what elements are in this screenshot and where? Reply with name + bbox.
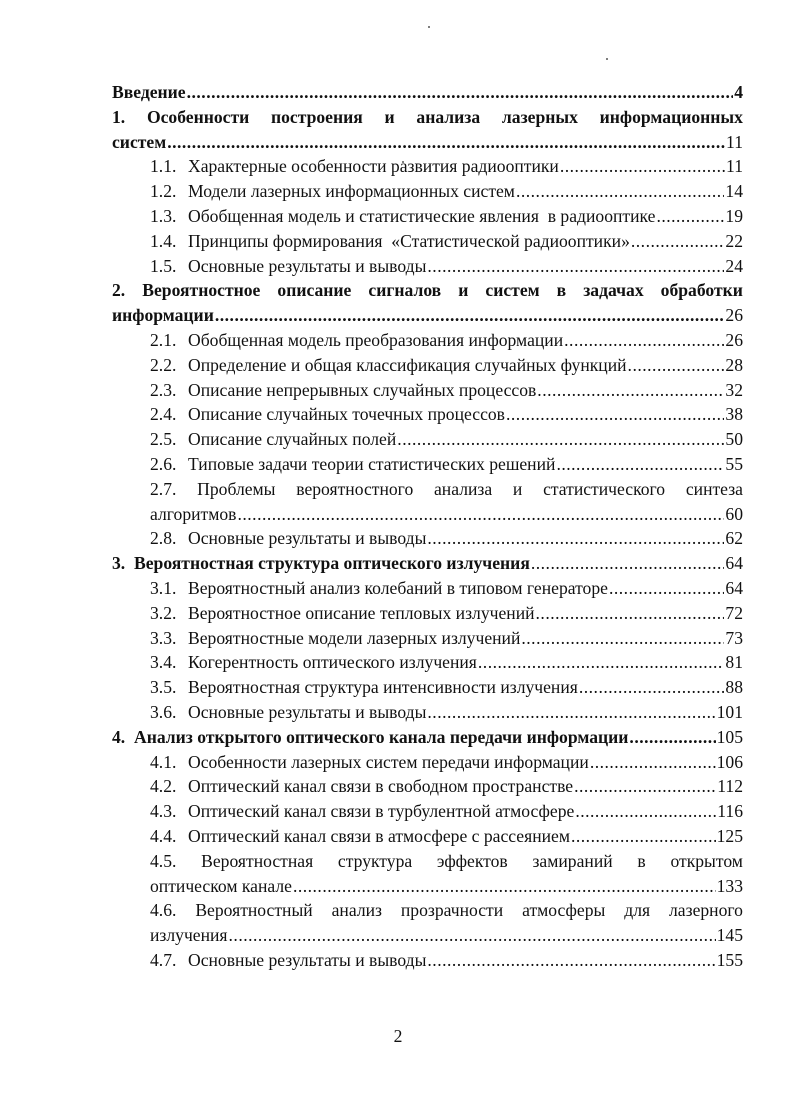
leader-dots — [628, 353, 725, 378]
scan-speck — [428, 26, 430, 28]
toc-entry-chapter-1[interactable]: 1. Особенности построения и анализа лазерных информационных систем ..... 11 — [112, 105, 743, 155]
toc-entry-3-1[interactable]: 3.1. Вероятностный анализ колебаний в типовом генераторе ..... 64 — [112, 576, 743, 601]
leader-dots — [427, 254, 724, 279]
toc-entry-4-3[interactable]: 4.3. Оптический канал связи в турбулентной атмосфере ..... 116 — [112, 799, 743, 824]
leader-dots — [215, 303, 725, 328]
leader-dots — [574, 774, 716, 799]
toc-entry-2-7[interactable]: 2.7. Проблемы вероятностного анализа и статистического синтеза алгоритмов ..... 60 — [112, 477, 743, 527]
toc-entry-2-4[interactable]: 2.4. Описание случайных точечных процессов ..... 38 — [112, 402, 743, 427]
page-number: 2 — [393, 1026, 403, 1046]
leader-dots — [229, 923, 716, 948]
leader-dots — [427, 526, 724, 551]
toc-entry-3-6[interactable]: 3.6. Основные результаты и выводы ..... 101 — [112, 700, 743, 725]
toc-entry-3-2[interactable]: 3.2. Вероятностное описание тепловых излучений ..... 72 — [112, 601, 743, 626]
toc-entry-2-3[interactable]: 2.3. Описание непрерывных случайных процессов ..... 32 — [112, 378, 743, 403]
toc-entry-2-2[interactable]: 2.2. Определение и общая классификация случайных функций ..... 28 — [112, 353, 743, 378]
leader-dots — [427, 700, 715, 725]
leader-dots — [590, 750, 716, 775]
leader-dots — [564, 328, 724, 353]
leader-dots — [516, 179, 724, 204]
toc-entry-3-4[interactable]: 3.4. Когерентность оптического излучения ..... 81 — [112, 650, 743, 675]
leader-dots — [478, 650, 725, 675]
leader-dots — [427, 948, 715, 973]
leader-dots — [521, 626, 724, 651]
toc-entry-intro[interactable]: Введение ..... 4 — [112, 80, 743, 105]
toc-entry-chapter-2[interactable]: 2. Вероятностное описание сигналов и систем в задачах обработки информации ..... 26 — [112, 278, 743, 328]
toc-entry-3-3[interactable]: 3.3. Вероятностные модели лазерных излучений ..... 73 — [112, 626, 743, 651]
toc-entry-chapter-4[interactable]: 4. Анализ открытого оптического канала передачи информации ..... 105 — [112, 725, 743, 750]
toc-entry-2-1[interactable]: 2.1. Обобщенная модель преобразования информации ..... 26 — [112, 328, 743, 353]
leader-dots — [237, 502, 724, 527]
toc-entry-4-6[interactable]: 4.6. Вероятностный анализ прозрачности атмосферы для лазерного излучения ..... 145 — [112, 898, 743, 948]
leader-dots — [506, 402, 724, 427]
toc-entry-chapter-3[interactable]: 3. Вероятностная структура оптического излучения ..... 64 — [112, 551, 743, 576]
leader-dots — [187, 80, 734, 105]
leader-dots — [537, 378, 724, 403]
toc-entry-3-5[interactable]: 3.5. Вероятностная структура интенсивности излучения ..... 88 — [112, 675, 743, 700]
leader-dots — [556, 452, 724, 477]
toc-entry-1-2[interactable]: 1.2. Модели лазерных информационных систем ..... 14 — [112, 179, 743, 204]
toc-entry-4-4[interactable]: 4.4. Оптический канал связи в атмосфере с рассеянием ..... 125 — [112, 824, 743, 849]
leader-dots — [575, 799, 716, 824]
leader-dots — [571, 824, 716, 849]
table-of-contents — [112, 80, 743, 973]
toc-entry-2-8[interactable]: 2.8. Основные результаты и выводы ..... 62 — [112, 526, 743, 551]
leader-dots — [536, 601, 725, 626]
toc-entry-1-4[interactable]: 1.4. Принципы формирования «Статистической радиооптики» ..... 22 — [112, 229, 743, 254]
scan-speck — [606, 58, 608, 60]
toc-entry-4-7[interactable]: 4.7. Основные результаты и выводы ..... 155 — [112, 948, 743, 973]
toc-entry-2-6[interactable]: 2.6. Типовые задачи теории статистических решений ..... 55 — [112, 452, 743, 477]
leader-dots — [629, 725, 715, 750]
leader-dots — [531, 551, 725, 576]
toc-entry-4-1[interactable]: 4.1. Особенности лазерных систем передачи информации ..... 106 — [112, 750, 743, 775]
leader-dots — [293, 874, 716, 899]
leader-dots — [579, 675, 725, 700]
leader-dots — [656, 204, 724, 229]
toc-entry-4-2[interactable]: 4.2. Оптический канал связи в свободном пространстве ..... 112 — [112, 774, 743, 799]
leader-dots — [609, 576, 724, 601]
leader-dots — [631, 229, 725, 254]
toc-entry-1-1[interactable]: 1.1. Характерные особенности развития радиооптики ..... 11 — [112, 154, 743, 179]
toc-entry-2-5[interactable]: 2.5. Описание случайных полей ..... 50 — [112, 427, 743, 452]
chapter-title-line: 2. Вероятностное описание сигналов и систем в задачах обработки — [112, 280, 743, 301]
chapter-title-line: 1. Особенности построения и анализа лазерных информационных — [112, 106, 743, 127]
leader-dots — [560, 154, 725, 179]
toc-entry-1-5[interactable]: 1.5. Основные результаты и выводы ..... 24 — [112, 254, 743, 279]
toc-entry-1-3[interactable]: 1.3. Обобщенная модель и статистические явления в радиооптике ..... 19 — [112, 204, 743, 229]
leader-dots — [397, 427, 724, 452]
toc-entry-4-5[interactable]: 4.5. Вероятностная структура эффектов замираний в открытом оптическом канале ..... 133 — [112, 849, 743, 899]
leader-dots — [167, 130, 725, 155]
